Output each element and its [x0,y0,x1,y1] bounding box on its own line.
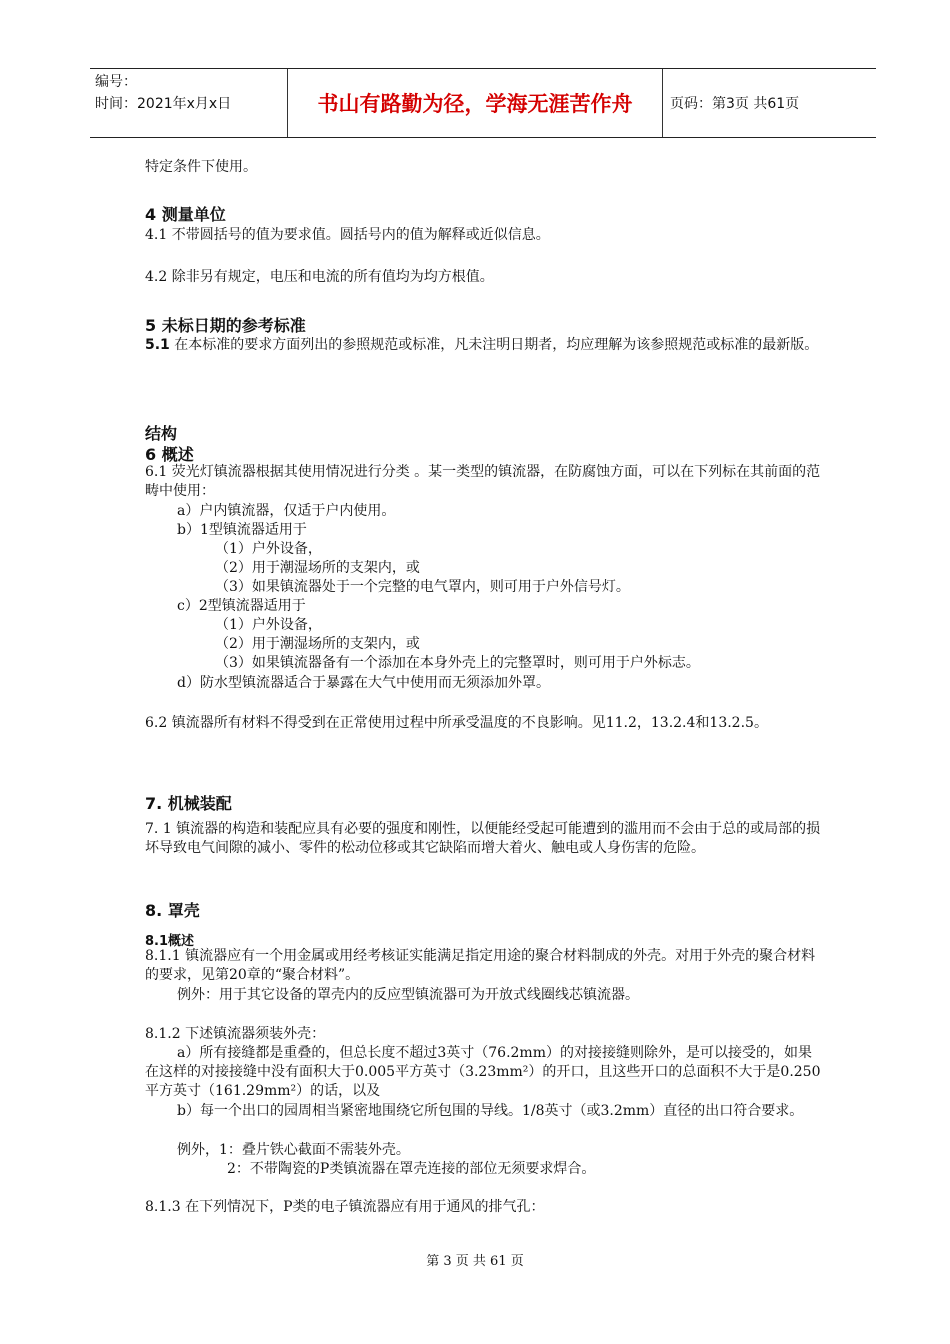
para-5-1-number: 5.1 [145,337,170,353]
list-item-c-1: （1）户外设备， [215,617,322,633]
para-8-1-1-exception: 例外：用于其它设备的罩壳内的反应型镇流器可为开放式线圈线芯镇流器。 [177,987,639,1003]
page-header [90,68,876,138]
list-item-a: a）户内镇流器，仅适于户内使用。 [177,503,396,519]
para-8-1-2-exception-1: 例外，1：叠片铁心截面不需装外壳。 [177,1142,410,1158]
header-page-info: 页码：第3页 共61页 [670,96,800,112]
section-8-title: 8. 罩壳 [145,901,200,920]
continued-text: 特定条件下使用。 [145,159,257,175]
list-item-b: b）1型镇流器适用于 [177,522,307,538]
section-6-title: 6 概述 [145,445,194,464]
list-item-b-3: （3）如果镇流器处于一个完整的电气罩内，则可用于户外信号灯。 [215,579,630,595]
time-label: 时间：2021年x月x日 [95,96,232,112]
list-item-c-2: （2）用于潮湿场所的支架内，或 [215,636,420,652]
para-8-1-2-exception-2: 2：不带陶瓷的P类镇流器在罩壳连接的部位无须要求焊合。 [227,1161,596,1177]
para-5-1-text: 在本标准的要求方面列出的参照规范或标准，凡未注明日期者，均应理解为该参照规范或标准的最新版。 [169,337,819,353]
header-motto: 书山有路勤为径，学海无涯苦作舟 [287,69,663,137]
para-8-1-1: 8.1.1 镇流器应有一个用金属或用经考核证实能满足指定用途的聚合材料制成的外壳。对用于外壳的聚合材料的要求，见第20章的“聚合材料”。 [145,948,816,983]
para-6-2: 6.2 镇流器所有材料不得受到在正常使用过程中所承受温度的不良影响。见11.2，13.2.4和13.2.5。 [145,715,768,731]
para-4-2: 4.2 除非另有规定，电压和电流的所有值均为均方根值。 [145,269,494,285]
para-5-1 [145,336,821,355]
para-4-1: 4.1 不带圆括号的值为要求值。圆括号内的值为解释或近似信息。 [145,227,550,243]
para-7-1: 7. 1 镇流器的构造和装配应具有必要的强度和刚性，以便能经受起可能遭到的滥用而不会由于总的或局部的损坏导致电气间隙的减小、零件的松动位移或其它缺陷而增大着火、触电或人身伤害的危险。 [145,821,821,856]
section-8-1-title: 8.1概述 [145,934,195,949]
list-item-c: c）2型镇流器适用于 [177,598,306,614]
section-7-title: 7. 机械装配 [145,794,232,813]
number-label: 编号： [95,74,137,90]
para-6-1: 6.1 荧光灯镇流器根据其使用情况进行分类 。某一类型的镇流器，在防腐蚀方面，可以在下列标在其前面的范畴中使用： [145,464,821,499]
header-meta [95,71,285,115]
section-4-title: 4 测量单位 [145,205,226,224]
para-8-1-3: 8.1.3 在下列情况下，P类的电子镇流器应有用于通风的排气孔： [145,1199,545,1215]
structure-title: 结构 [145,424,178,443]
list-item-d: d）防水型镇流器适合于暴露在大气中使用而无须添加外罩。 [177,675,550,691]
para-8-1-2-a: a）所有接缝都是重叠的，但总长度不超过3英寸（76.2mm）的对接接缝则除外，是可以接受的，如果在这样的对接接缝中没有面积大于0.005平方英寸（3.23mm²）的开口，且这些开口的总面积不大于是0.250平方英寸（161.29mm²）的话，以及 [145,1045,821,1099]
list-item-c-3: （3）如果镇流器备有一个添加在本身外壳上的完整罩时，则可用于户外标志。 [215,655,700,671]
list-item-b-1: （1）户外设备， [215,541,322,557]
para-8-1-2-b: b）每一个出口的园周相当紧密地围绕它所包围的导线。1/8英寸（或3.2mm）直径的出口符合要求。 [177,1103,804,1119]
para-8-1-2: 8.1.2 下述镇流器须装外壳： [145,1026,326,1042]
page-footer: 第 3 页 共 61 页 [426,1254,524,1269]
list-item-b-2: （2）用于潮湿场所的支架内，或 [215,560,420,576]
section-5-title: 5 未标日期的参考标准 [145,316,306,335]
